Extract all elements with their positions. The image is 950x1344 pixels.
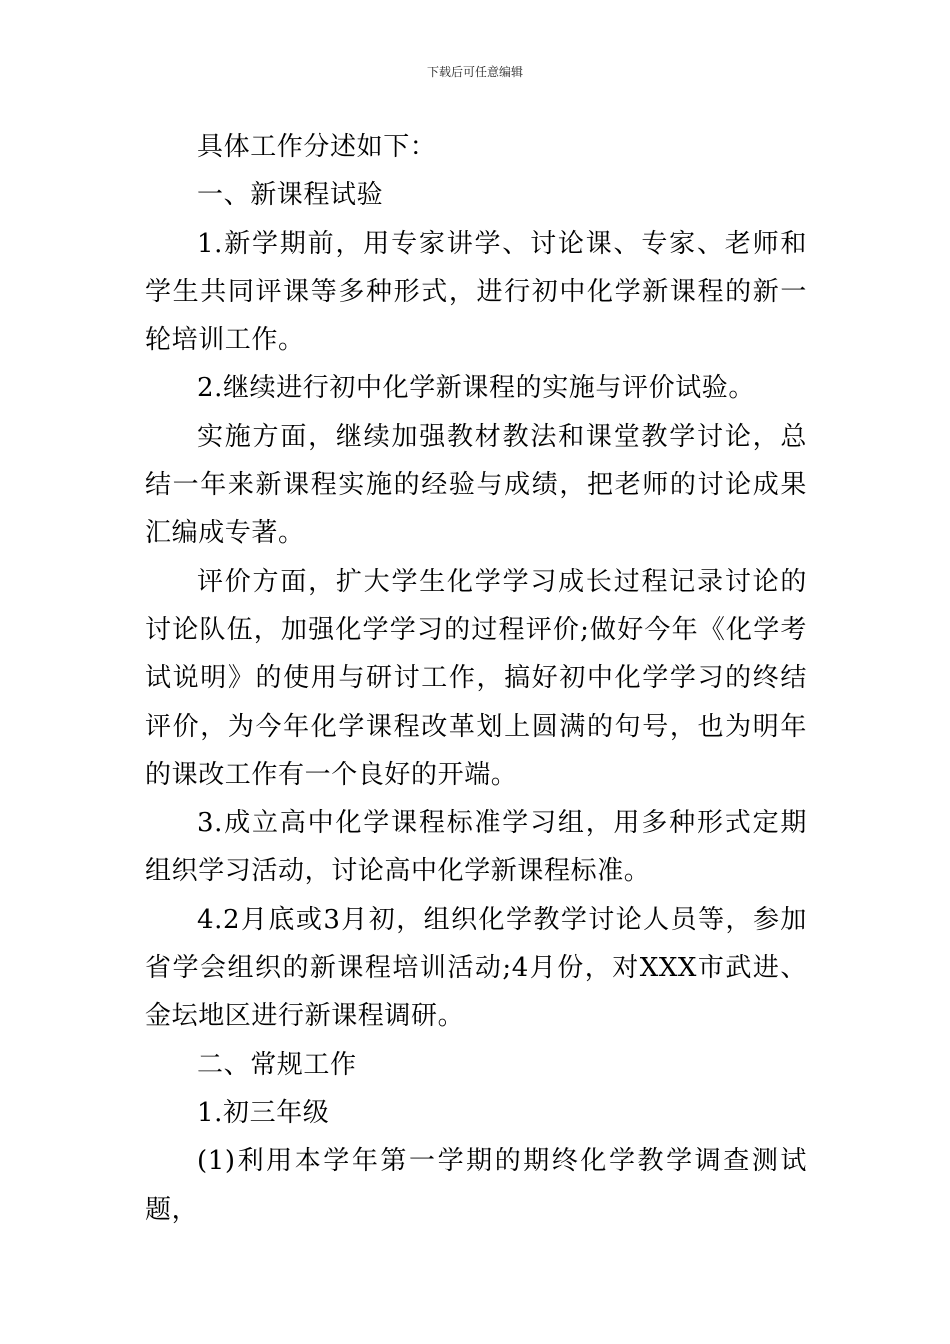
- document-body: [145, 123, 807, 1234]
- section-heading-routine-work: 二、常规工作: [197, 1049, 357, 1080]
- paragraph-item-3: 3.成立高中化学课程标准学习组，用多种形式定期组织学习活动，讨论高中化学新课程标准。: [145, 808, 807, 887]
- paragraph-sub-item-1: (1)利用本学年第一学期的期终化学教学调查测试题，: [145, 1146, 807, 1225]
- paragraph-intro: 具体工作分述如下：: [197, 132, 437, 162]
- subheading-grade-9: 1.初三年级: [197, 1097, 330, 1128]
- paragraph-implementation: 实施方面，继续加强教材教法和课堂教学讨论，总结一年来新课程实施的经验与成绩，把老师的讨论成果汇编成专著。: [145, 421, 807, 549]
- paragraph-item-1: 1.新学期前，用专家讲学、讨论课、专家、老师和学生共同评课等多种形式，进行初中化学新课程的新一轮培训工作。: [145, 228, 807, 356]
- paragraph-item-4: 4.2月底或3月初，组织化学教学讨论人员等，参加省学会组织的新课程培训活动;4月份，对XXX市武进、金坛地区进行新课程调研。: [145, 904, 807, 1032]
- paragraph-evaluation: 评价方面，扩大学生化学学习成长过程记录讨论的讨论队伍，加强化学学习的过程评价;做好今年《化学考试说明》的使用与研讨工作，搞好初中化学学习的终结评价，为今年化学课程改革划上圆满的句号，也为明年的课改工作有一个良好的开端。: [145, 566, 807, 790]
- section-heading-new-curriculum: 一、新课程试验: [197, 180, 384, 211]
- paragraph-item-2: 2.继续进行初中化学新课程的实施与评价试验。: [197, 373, 756, 404]
- page-header-note: 下载后可任意编辑: [426, 65, 523, 79]
